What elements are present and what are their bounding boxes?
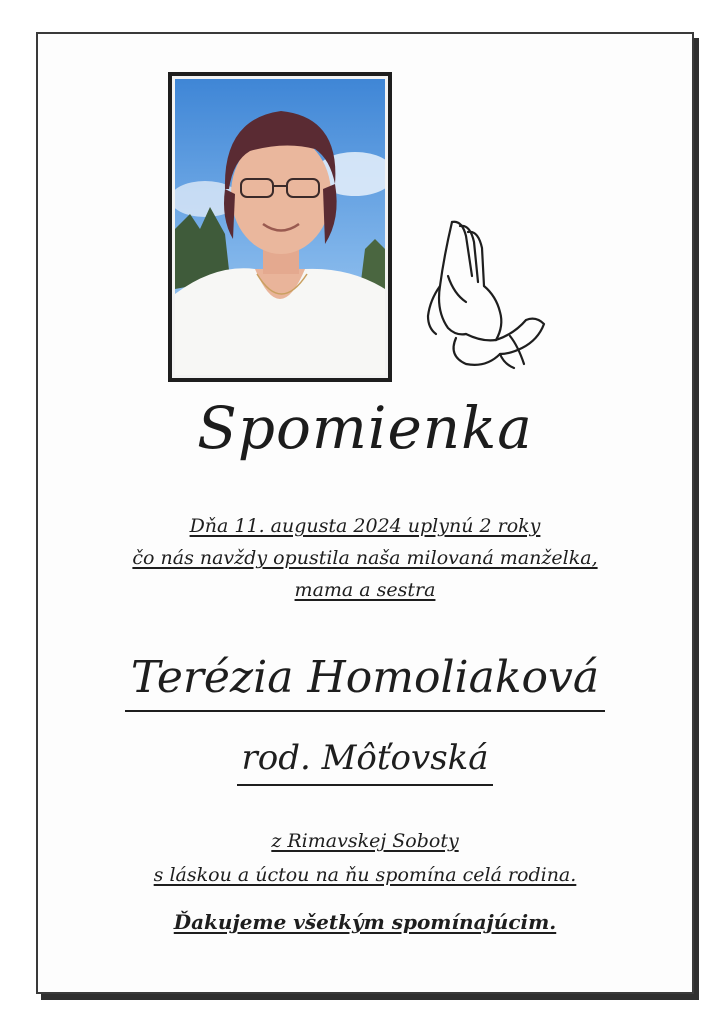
thanks-line: Ďakujeme všetkým spomínajúcim. — [173, 910, 557, 934]
origin-line-family: s láskou a úctou na ňu spomína celá rodina. — [153, 864, 577, 886]
maiden-name: rod. Môťovská — [237, 734, 492, 786]
memorial-card — [36, 32, 694, 994]
origin-line-town: z Rimavskej Soboty — [271, 830, 459, 852]
deceased-name-block — [38, 648, 692, 712]
origin-text — [38, 824, 692, 892]
intro-text — [38, 510, 692, 606]
intro-line-relation: čo nás navždy opustila naša milovaná manželka, — [132, 547, 598, 569]
thanks-text — [38, 906, 692, 938]
portrait-photo-frame — [168, 72, 392, 382]
maiden-name-block — [38, 734, 692, 786]
intro-line-family: mama a sestra — [294, 579, 436, 601]
praying-hands-icon — [426, 216, 546, 371]
intro-line-date: Dňa 11. augusta 2024 uplynú 2 roky — [189, 515, 541, 537]
page-title: Spomienka — [197, 394, 533, 462]
portrait-photo — [175, 79, 385, 375]
deceased-name: Terézia Homoliaková — [125, 648, 605, 712]
